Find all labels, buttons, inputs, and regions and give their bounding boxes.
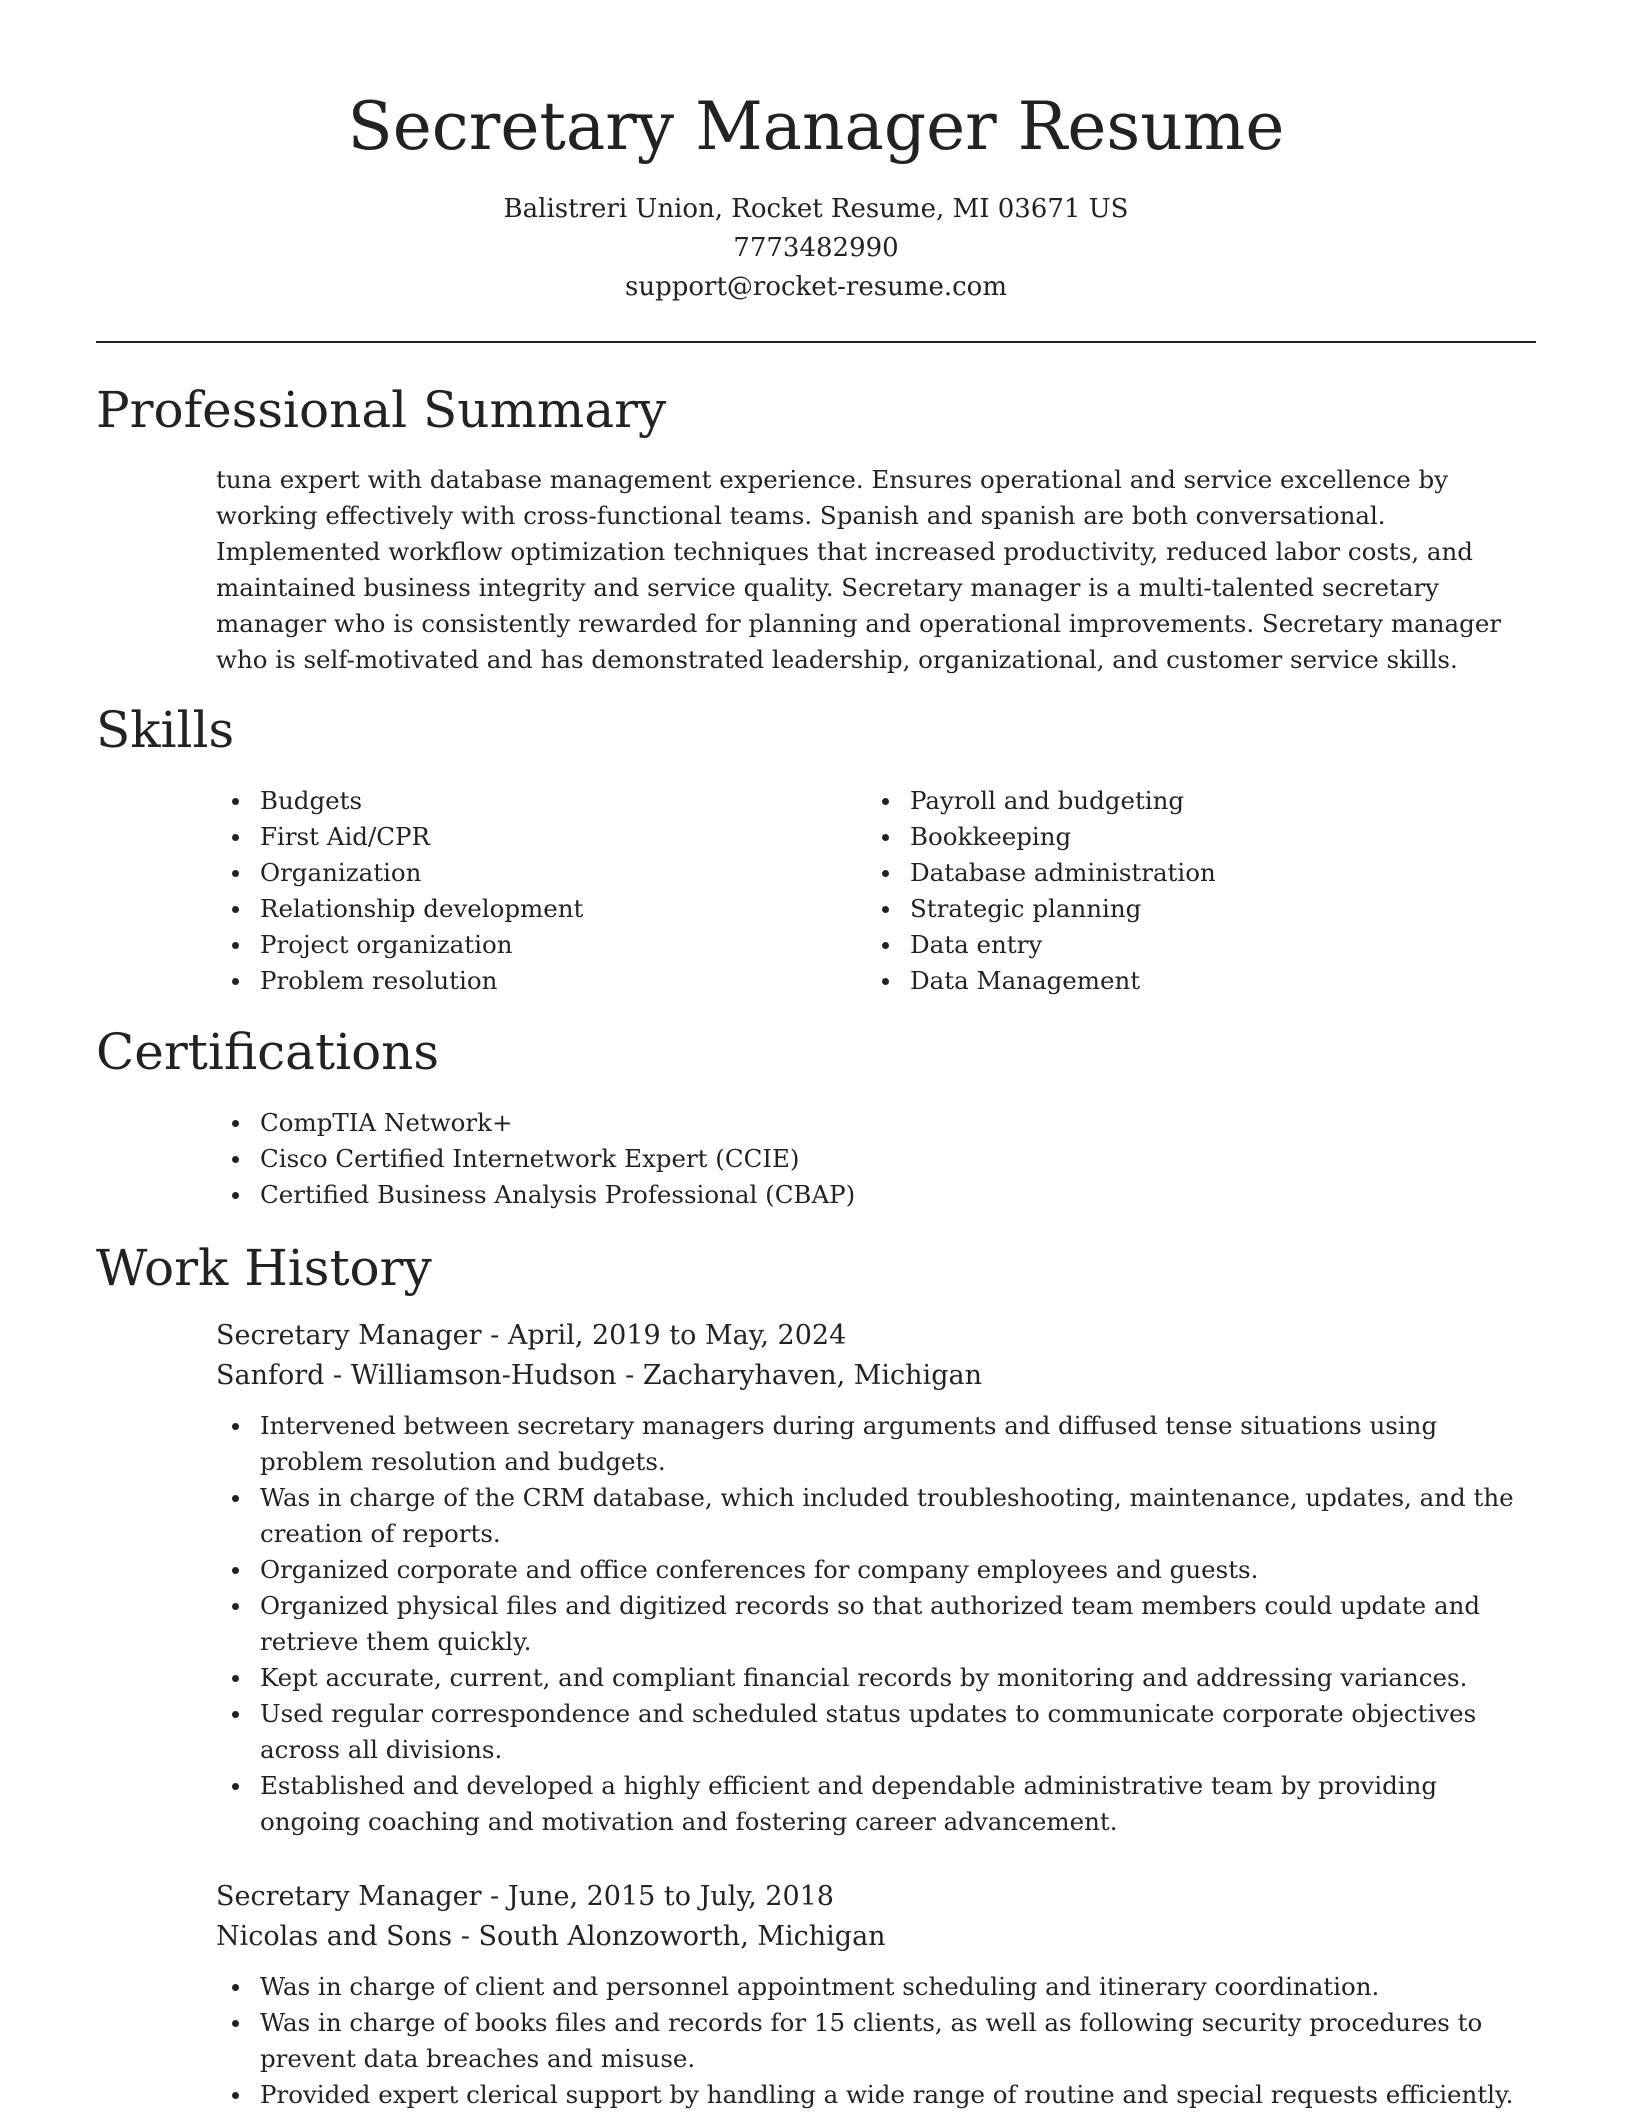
resume-title: Secretary Manager Resume <box>347 88 1285 165</box>
job-duties-list <box>216 1969 1536 2113</box>
skill-item: Data entry <box>866 927 1486 963</box>
skills-list-right <box>866 783 1486 999</box>
job-duty: Was in charge of books files and records for 15 clients, as well as following security procedures to prevent data breaches and misuse. <box>216 2005 1536 2077</box>
certification-item: Cisco Certified Internetwork Expert (CCIE) <box>216 1141 1536 1177</box>
contact-address: Balistreri Union, Rocket Resume, MI 03671 US <box>503 194 1129 224</box>
job-entry <box>216 1316 1536 1840</box>
job-company-line <box>216 1356 1536 1396</box>
job-duty: Was in charge of the CRM database, which included troubleshooting, maintenance, updates, and the creation of reports. <box>216 1480 1536 1552</box>
job-duty: Used regular correspondence and scheduled status updates to communicate corporate objectives across all divisions. <box>216 1696 1536 1768</box>
job-dates: - April, 2019 to May, 2024 <box>481 1320 847 1351</box>
certification-item: CompTIA Network+ <box>216 1105 1536 1141</box>
skill-item: Budgets <box>216 783 836 819</box>
skill-item: Bookkeeping <box>866 819 1486 855</box>
job-duty: Intervened between secretary managers during arguments and diffused tense situations using problem resolution and budgets. <box>216 1408 1536 1480</box>
skill-item: Relationship development <box>216 891 836 927</box>
skills-list-left <box>216 783 836 999</box>
contact-email: support@rocket-resume.com <box>624 272 1007 302</box>
skill-item: Data Management <box>866 963 1486 999</box>
certifications-list <box>216 1105 1536 1213</box>
certification-item: Certified Business Analysis Professional (CBAP) <box>216 1177 1536 1213</box>
job-duty: Was in charge of client and personnel appointment scheduling and itinerary coordination. <box>216 1969 1536 2005</box>
job-duty: Provided expert clerical support by handling a wide range of routine and special requests efficiently. <box>216 2077 1536 2113</box>
contact-phone: 7773482990 <box>733 233 899 263</box>
job-duty: Organized corporate and office conferences for company employees and guests. <box>216 1552 1536 1588</box>
skill-item: First Aid/CPR <box>216 819 836 855</box>
skill-item: Organization <box>216 855 836 891</box>
work-history-heading: Work History <box>96 1239 432 1297</box>
job-company: Nicolas and Sons <box>216 1921 453 1952</box>
skills-heading: Skills <box>96 701 235 759</box>
certifications-heading: Certifications <box>96 1023 440 1081</box>
job-entry <box>216 1877 1536 2113</box>
job-company: Sanford - Williamson-Hudson <box>216 1360 617 1391</box>
job-location: - South Alonzoworth, Michigan <box>452 1921 886 1952</box>
skill-item: Database administration <box>866 855 1486 891</box>
job-dates: - June, 2015 to July, 2018 <box>481 1881 834 1912</box>
skill-item: Strategic planning <box>866 891 1486 927</box>
job-title-line <box>216 1877 1536 1917</box>
resume-header <box>96 82 1536 307</box>
job-title-line <box>216 1316 1536 1356</box>
skill-item: Payroll and budgeting <box>866 783 1486 819</box>
job-company-line <box>216 1917 1536 1957</box>
job-duty: Kept accurate, current, and compliant financial records by monitoring and addressing variances. <box>216 1660 1536 1696</box>
job-title: Secretary Manager <box>216 1881 482 1912</box>
summary-text: tuna expert with database management experience. Ensures operational and service excellence by working effectively with cross-functional teams. Spanish and spanish are both conversational. Implemented workflow optimization techniques that increased productivity, reduced labor costs, and maintained business integrity and service quality. Secretary manager is a multi-talented secretary manager who is consistently rewarded for planning and operational improvements. Secretary manager who is self-motivated and has demonstrated leadership, organizational, and customer service skills. <box>216 465 1502 674</box>
job-location: - Zacharyhaven, Michigan <box>616 1360 982 1391</box>
job-title: Secretary Manager <box>216 1320 482 1351</box>
job-duties-list <box>216 1408 1536 1840</box>
job-duty: Organized physical files and digitized records so that authorized team members could update and retrieve them quickly. <box>216 1588 1536 1660</box>
skill-item: Project organization <box>216 927 836 963</box>
skill-item: Problem resolution <box>216 963 836 999</box>
header-divider <box>96 341 1536 343</box>
job-duty: Established and developed a highly efficient and dependable administrative team by providing ongoing coaching and motivation and fostering career advancement. <box>216 1768 1536 1840</box>
summary-heading: Professional Summary <box>96 381 667 439</box>
